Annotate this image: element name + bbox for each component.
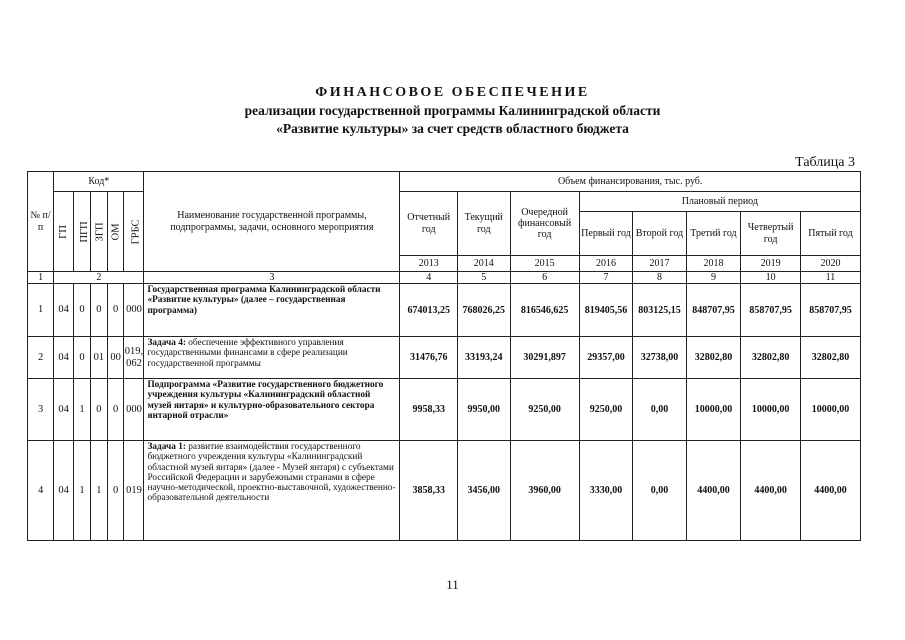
header-code: Код* bbox=[54, 172, 144, 192]
header-name: Наименование государственной программы, подпрограммы, задачи, основного мероприятия bbox=[144, 172, 400, 272]
row-name: Подпрограмма «Развитие государственного бюджетного учреждения культуры «Калининградский областной музей янтаря» и культурно-образовательного сектора янтарной отрасли» bbox=[144, 379, 400, 441]
value-cell: 30291,897 bbox=[510, 337, 579, 379]
header-code-grbs: ГРБС bbox=[124, 192, 144, 272]
header-plan-3: Третий год bbox=[686, 212, 741, 256]
value-cell: 32738,00 bbox=[633, 337, 686, 379]
value-cell: 32802,80 bbox=[686, 337, 741, 379]
code-gp: 04 bbox=[54, 284, 74, 337]
code-gp: 04 bbox=[54, 441, 74, 541]
code-om: 0 bbox=[107, 441, 124, 541]
value-cell: 10000,00 bbox=[741, 379, 801, 441]
header-year: 2017 bbox=[633, 256, 686, 272]
index-cell: 2 bbox=[54, 272, 144, 284]
code-om: 0 bbox=[107, 284, 124, 337]
header-year: 2015 bbox=[510, 256, 579, 272]
value-cell: 3330,00 bbox=[579, 441, 632, 541]
row-number: 4 bbox=[28, 441, 54, 541]
value-cell: 32802,80 bbox=[801, 337, 861, 379]
row-name: Государственная программа Калининградской области «Развитие культуры» (далее – государственная программа) bbox=[144, 284, 400, 337]
code-gp: 04 bbox=[54, 337, 74, 379]
code-gp: 04 bbox=[54, 379, 74, 441]
header-plan-2: Второй год bbox=[633, 212, 686, 256]
index-cell: 9 bbox=[686, 272, 741, 284]
value-cell: 29357,00 bbox=[579, 337, 632, 379]
value-cell: 4400,00 bbox=[686, 441, 741, 541]
value-cell: 3858,33 bbox=[400, 441, 458, 541]
code-grbs: 000 bbox=[124, 284, 144, 337]
code-pgp: 1 bbox=[74, 379, 91, 441]
code-zgp: 1 bbox=[90, 441, 107, 541]
value-cell: 4400,00 bbox=[741, 441, 801, 541]
index-cell: 6 bbox=[510, 272, 579, 284]
header-planned-period: Плановый период bbox=[579, 192, 860, 212]
code-pgp: 0 bbox=[74, 284, 91, 337]
table-label: Таблица 3 bbox=[795, 155, 855, 170]
index-cell: 11 bbox=[801, 272, 861, 284]
index-cell: 5 bbox=[458, 272, 510, 284]
index-cell: 3 bbox=[144, 272, 400, 284]
value-cell: 9250,00 bbox=[510, 379, 579, 441]
value-cell: 0,00 bbox=[633, 379, 686, 441]
index-cell: 7 bbox=[579, 272, 632, 284]
header-year: 2014 bbox=[458, 256, 510, 272]
page-number: 11 bbox=[446, 577, 459, 592]
value-cell: 31476,76 bbox=[400, 337, 458, 379]
value-cell: 3456,00 bbox=[458, 441, 510, 541]
code-grbs: 019, 062 bbox=[124, 337, 144, 379]
value-cell: 848707,95 bbox=[686, 284, 741, 337]
document-subtitle-line-1: реализации государственной программы Калининградской области bbox=[244, 103, 661, 118]
code-zgp: 0 bbox=[90, 284, 107, 337]
value-cell: 819405,56 bbox=[579, 284, 632, 337]
header-year: 2019 bbox=[741, 256, 801, 272]
table-row bbox=[28, 337, 861, 379]
value-cell: 858707,95 bbox=[741, 284, 801, 337]
header-year: 2018 bbox=[686, 256, 741, 272]
header-volume: Объем финансирования, тыс. руб. bbox=[400, 172, 861, 192]
value-cell: 33193,24 bbox=[458, 337, 510, 379]
row-name: Задача 4: обеспечение эффективного управления государственными финансами в сфере реализации государственной программы bbox=[144, 337, 400, 379]
code-pgp: 0 bbox=[74, 337, 91, 379]
code-grbs: 000 bbox=[124, 379, 144, 441]
document-subtitle-line-2: «Развитие культуры» за счет средств областного бюджета bbox=[276, 121, 629, 136]
header-reported-year: Отчетный год bbox=[400, 192, 458, 256]
code-zgp: 0 bbox=[90, 379, 107, 441]
row-number: 2 bbox=[28, 337, 54, 379]
index-cell: 4 bbox=[400, 272, 458, 284]
header-code-zgp: ЗГП bbox=[90, 192, 107, 272]
header-year: 2013 bbox=[400, 256, 458, 272]
row-number: 1 bbox=[28, 284, 54, 337]
row-number: 3 bbox=[28, 379, 54, 441]
code-grbs: 019 bbox=[124, 441, 144, 541]
value-cell: 0,00 bbox=[633, 441, 686, 541]
header-plan-4: Четвертый год bbox=[741, 212, 801, 256]
table-row bbox=[28, 441, 861, 541]
header-plan-1: Первый год bbox=[579, 212, 632, 256]
code-om: 0 bbox=[107, 379, 124, 441]
header-year: 2020 bbox=[801, 256, 861, 272]
value-cell: 858707,95 bbox=[801, 284, 861, 337]
header-year: 2016 bbox=[579, 256, 632, 272]
value-cell: 4400,00 bbox=[801, 441, 861, 541]
value-cell: 9958,33 bbox=[400, 379, 458, 441]
value-cell: 10000,00 bbox=[801, 379, 861, 441]
row-name: Задача 1: развитие взаимодействия государственного бюджетного учреждения культуры «Калининградский областной музей янтаря» (далее - Музей янтаря) с субъектами Российской Федерации и зарубежными странами в сфере научно-методической, проектно-выставочной, художественно-образовательной деятельности bbox=[144, 441, 400, 541]
header-current-year: Текущий год bbox=[458, 192, 510, 256]
header-code-om: ОМ bbox=[107, 192, 124, 272]
value-cell: 768026,25 bbox=[458, 284, 510, 337]
value-cell: 9950,00 bbox=[458, 379, 510, 441]
code-pgp: 1 bbox=[74, 441, 91, 541]
code-om: 00 bbox=[107, 337, 124, 379]
value-cell: 816546,625 bbox=[510, 284, 579, 337]
header-next-year: Очередной финансовый год bbox=[510, 192, 579, 256]
index-cell: 1 bbox=[28, 272, 54, 284]
code-zgp: 01 bbox=[90, 337, 107, 379]
value-cell: 803125,15 bbox=[633, 284, 686, 337]
value-cell: 674013,25 bbox=[400, 284, 458, 337]
value-cell: 9250,00 bbox=[579, 379, 632, 441]
header-code-pgp: ПГП bbox=[74, 192, 91, 272]
value-cell: 10000,00 bbox=[686, 379, 741, 441]
value-cell: 3960,00 bbox=[510, 441, 579, 541]
table-row bbox=[28, 379, 861, 441]
header-code-gp: ГП bbox=[54, 192, 74, 272]
header-plan-5: Пятый год bbox=[801, 212, 861, 256]
value-cell: 32802,80 bbox=[741, 337, 801, 379]
header-num: № п/п bbox=[28, 172, 54, 272]
index-cell: 8 bbox=[633, 272, 686, 284]
index-cell: 10 bbox=[741, 272, 801, 284]
document-title: ФИНАНСОВОЕ ОБЕСПЕЧЕНИЕ bbox=[315, 85, 590, 100]
table-row bbox=[28, 284, 861, 337]
financing-table bbox=[27, 171, 861, 541]
